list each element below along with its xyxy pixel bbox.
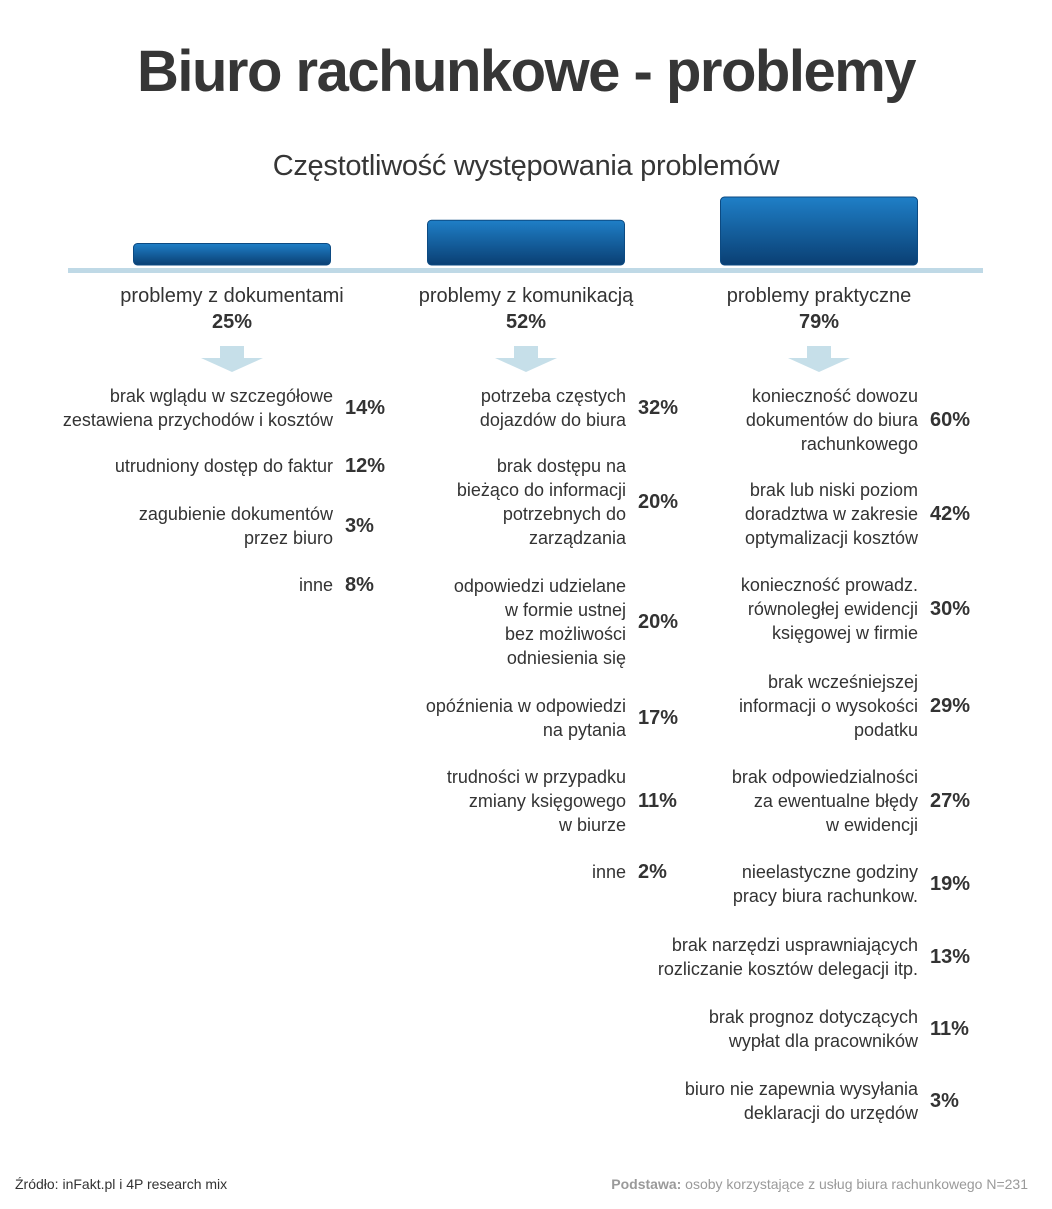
- category-value: 25%: [211, 311, 253, 333]
- category-value: 52%: [505, 311, 547, 333]
- item-label: konieczność dowozu dokumentów do biura rachunkowego: [745, 386, 918, 454]
- basis-text: osoby korzystające z usług biura rachunkowego N=231: [681, 1176, 1028, 1192]
- category-name: problemy z dokumentami: [120, 285, 344, 307]
- breakdown-item: [746, 384, 990, 456]
- breakdown-item: [592, 860, 698, 884]
- item-label: brak dostępu na bieżąco do informacji potrzebnych do zarządzania: [456, 456, 626, 548]
- item-value: 14%: [345, 396, 386, 419]
- breakdown-item: [454, 574, 698, 670]
- item-value: 8%: [345, 573, 374, 596]
- item-label: potrzeba częstych dojazdów do biura: [479, 386, 626, 430]
- item-label: inne: [298, 575, 333, 595]
- breakdown-item: [658, 933, 990, 981]
- item-label: odpowiedzi udzielane w formie ustnej bez możliwości odniesienia się: [453, 576, 626, 668]
- item-label: utrudniony dostęp do faktur: [114, 456, 333, 476]
- item-value: 20%: [638, 490, 679, 513]
- item-value: 42%: [930, 502, 971, 525]
- breakdown-item: [447, 765, 698, 837]
- category-name: problemy praktyczne: [726, 285, 912, 307]
- breakdown-item: [480, 384, 698, 432]
- item-label: konieczność prowadz. równoległej ewidencji księgowej w firmie: [740, 575, 918, 643]
- basis-label: Podstawa:: [611, 1176, 682, 1192]
- item-value: 3%: [345, 514, 374, 537]
- item-label: inne: [591, 862, 626, 882]
- item-value: 17%: [638, 706, 679, 729]
- breakdown-item: [139, 502, 405, 550]
- item-value: 13%: [930, 945, 971, 968]
- page-title: Biuro rachunkowe - problemy: [136, 39, 916, 104]
- item-value: 12%: [345, 454, 386, 477]
- basis-note: [611, 1176, 1028, 1192]
- breakdown-item: [426, 694, 698, 742]
- breakdown-item: [685, 1077, 990, 1125]
- bar-3: [721, 197, 918, 265]
- breakdown-item: [709, 1005, 990, 1053]
- down-arrow-icon: [495, 346, 557, 372]
- category-value: 79%: [798, 311, 840, 333]
- breakdown-item: [457, 454, 698, 550]
- item-label: brak wglądu w szczegółowe zestawiena przychodów i kosztów: [62, 386, 333, 430]
- category-label: [376, 283, 676, 335]
- item-label: biuro nie zapewnia wysyłania deklaracji do urzędów: [684, 1079, 918, 1123]
- bar-1: [134, 244, 331, 266]
- category-name: problemy z komunikacją: [418, 285, 634, 307]
- item-label: trudności w przypadku zmiany księgowego w biurze: [446, 767, 626, 835]
- down-arrow-icon: [788, 346, 850, 372]
- breakdown-item: [739, 670, 990, 742]
- item-value: 27%: [930, 789, 971, 812]
- item-label: opóźnienia w odpowiedzi na pytania: [425, 696, 626, 740]
- breakdown-item: [733, 860, 990, 908]
- source-note: Źródło: inFakt.pl i 4P research mix: [15, 1176, 228, 1192]
- breakdown-item: [299, 573, 405, 597]
- item-value: 60%: [930, 408, 971, 431]
- item-label: brak wcześniejszej informacji o wysokości podatku: [738, 672, 918, 740]
- chart-title: Częstotliwość występowania problemów: [272, 150, 780, 182]
- breakdown-item: [63, 384, 405, 432]
- breakdown-item: [115, 454, 405, 478]
- bar-chart: [0, 190, 1052, 285]
- item-value: 32%: [638, 396, 679, 419]
- item-value: 11%: [930, 1017, 969, 1040]
- breakdown-item: [741, 573, 990, 645]
- item-value: 3%: [930, 1089, 959, 1112]
- breakdown-item: [732, 765, 990, 837]
- item-value: 20%: [638, 610, 679, 633]
- item-label: zagubienie dokumentów przez biuro: [138, 504, 333, 548]
- item-value: 29%: [930, 694, 971, 717]
- breakdown-item: [745, 478, 990, 550]
- item-label: brak odpowiedzialności za ewentualne błędy w ewidencji: [731, 767, 918, 835]
- item-label: nieelastyczne godziny pracy biura rachunkow.: [732, 862, 918, 906]
- item-label: brak prognoz dotyczących wypłat dla pracowników: [708, 1007, 918, 1051]
- category-label: [669, 283, 969, 335]
- item-value: 19%: [930, 872, 971, 895]
- item-value: 30%: [930, 597, 971, 620]
- item-label: brak lub niski poziom doradztwa w zakresie optymalizacji kosztów: [744, 480, 918, 548]
- item-value: 11%: [638, 789, 677, 812]
- item-value: 2%: [638, 860, 667, 883]
- down-arrow-icon: [201, 346, 263, 372]
- item-label: brak narzędzi usprawniających rozliczanie kosztów delegacji itp.: [657, 935, 918, 979]
- chart-baseline: [68, 268, 983, 273]
- bar-2: [428, 220, 625, 265]
- category-label: [82, 283, 382, 335]
